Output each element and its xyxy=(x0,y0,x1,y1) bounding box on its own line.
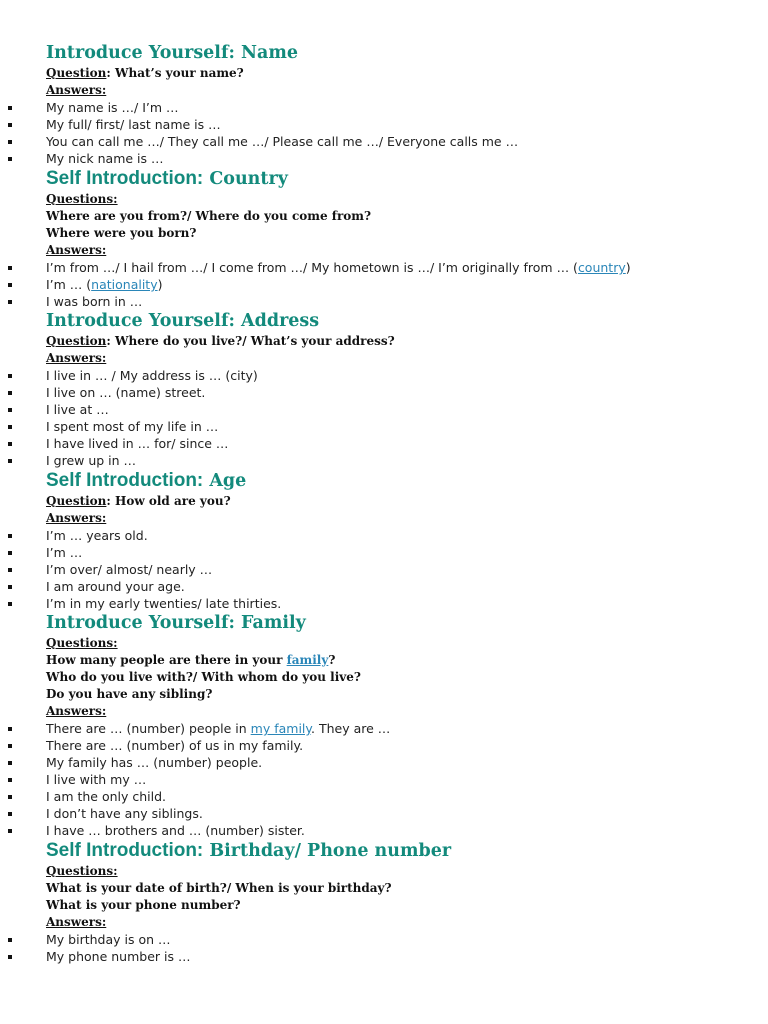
question-label: Question xyxy=(46,66,107,80)
question-line xyxy=(46,65,768,82)
list-item: I have lived in … for/ since … xyxy=(0,435,768,452)
list-item: You can call me …/ They call me …/ Please call me …/ Everyone calls me … xyxy=(0,133,768,150)
section-family xyxy=(0,612,768,839)
question-text: : What’s your name? xyxy=(106,66,244,80)
my-family-link[interactable]: my family xyxy=(250,721,312,736)
answers-label: Answers: xyxy=(46,511,107,525)
heading-topic: Birthday/ Phone number xyxy=(203,841,452,861)
list-item: I have … brothers and … (number) sister. xyxy=(0,822,768,839)
list-item xyxy=(0,276,768,293)
list-item: There are … (number) of us in my family. xyxy=(0,737,768,754)
answers-label: Answers: xyxy=(46,351,107,365)
answers-list xyxy=(0,931,768,965)
list-item: I am the only child. xyxy=(0,788,768,805)
list-item: I live on … (name) street. xyxy=(0,384,768,401)
answer-text: . They are … xyxy=(311,721,391,736)
answers-label: Answers: xyxy=(46,83,107,97)
document-page xyxy=(0,42,768,965)
question-text: : How old are you? xyxy=(106,494,231,508)
section-country xyxy=(0,167,768,310)
list-item: I live with my … xyxy=(0,771,768,788)
list-item: I live at … xyxy=(0,401,768,418)
section-heading xyxy=(46,167,768,191)
list-item: My nick name is … xyxy=(0,150,768,167)
question-text xyxy=(46,652,768,669)
heading-topic: Country xyxy=(203,169,288,189)
question-text-part: ? xyxy=(328,653,336,667)
question-text: Who do you live with?/ With whom do you live? xyxy=(46,670,361,684)
question-line xyxy=(46,493,768,510)
question-text: Where are you from?/ Where do you come from? xyxy=(46,209,371,223)
answer-text: There are … (number) people in xyxy=(46,721,251,736)
list-item: I spent most of my life in … xyxy=(0,418,768,435)
section-heading xyxy=(46,839,768,863)
list-item: I’m over/ almost/ nearly … xyxy=(0,561,768,578)
answers-label: Answers: xyxy=(46,704,107,718)
answer-text: ) xyxy=(157,277,163,292)
section-age xyxy=(0,469,768,612)
question-label: Question xyxy=(46,494,107,508)
list-item: My full/ first/ last name is … xyxy=(0,116,768,133)
list-item xyxy=(0,720,768,737)
list-item: I was born in … xyxy=(0,293,768,310)
list-item: I live in … / My address is … (city) xyxy=(0,367,768,384)
answers-list xyxy=(0,367,768,469)
list-item: I’m … xyxy=(0,544,768,561)
question-text-part: How many people are there in your xyxy=(46,653,287,667)
question-text: What is your date of birth?/ When is your birthday? xyxy=(46,881,392,895)
question-text: What is your phone number? xyxy=(46,898,241,912)
question-text: : Where do you live?/ What’s your address? xyxy=(106,334,395,348)
heading-topic: Age xyxy=(203,471,247,491)
section-birthday-phone xyxy=(0,839,768,965)
list-item: I’m in my early twenties/ late thirties. xyxy=(0,595,768,612)
heading-prefix: Self Introduction: xyxy=(46,168,204,189)
list-item: I’m … years old. xyxy=(0,527,768,544)
answer-text: I’m … ( xyxy=(46,277,92,292)
section-heading: Introduce Yourself: Address xyxy=(46,311,320,331)
answers-label: Answers: xyxy=(46,915,107,929)
question-text: Where were you born? xyxy=(46,226,197,240)
section-heading xyxy=(46,469,768,493)
question-label: Question xyxy=(46,334,107,348)
list-item: My birthday is on … xyxy=(0,931,768,948)
answers-list xyxy=(0,259,768,310)
nationality-link[interactable]: nationality xyxy=(91,277,158,292)
question-text: Do you have any sibling? xyxy=(46,687,213,701)
question-line xyxy=(46,333,768,350)
section-heading: Introduce Yourself: Family xyxy=(46,613,306,633)
family-link[interactable]: family xyxy=(286,653,329,667)
list-item: I grew up in … xyxy=(0,452,768,469)
list-item: My phone number is … xyxy=(0,948,768,965)
country-link[interactable]: country xyxy=(577,260,626,275)
list-item xyxy=(0,259,768,276)
list-item: I don’t have any siblings. xyxy=(0,805,768,822)
heading-prefix: Self Introduction: xyxy=(46,840,204,861)
questions-label: Questions: xyxy=(46,864,118,878)
section-address xyxy=(0,310,768,469)
heading-prefix: Self Introduction: xyxy=(46,470,204,491)
questions-label: Questions: xyxy=(46,192,118,206)
answer-text: ) xyxy=(625,260,631,275)
answers-label: Answers: xyxy=(46,243,107,257)
list-item: My name is …/ I’m … xyxy=(0,99,768,116)
questions-label: Questions: xyxy=(46,636,118,650)
list-item: My family has … (number) people. xyxy=(0,754,768,771)
answers-list xyxy=(0,99,768,167)
answers-list xyxy=(0,527,768,612)
section-heading: Introduce Yourself: Name xyxy=(46,43,299,63)
answers-list xyxy=(0,720,768,839)
list-item: I am around your age. xyxy=(0,578,768,595)
section-name xyxy=(0,42,768,167)
answer-text: I’m from …/ I hail from …/ I come from …/ My hometown is …/ I’m originally from … ( xyxy=(46,260,578,275)
